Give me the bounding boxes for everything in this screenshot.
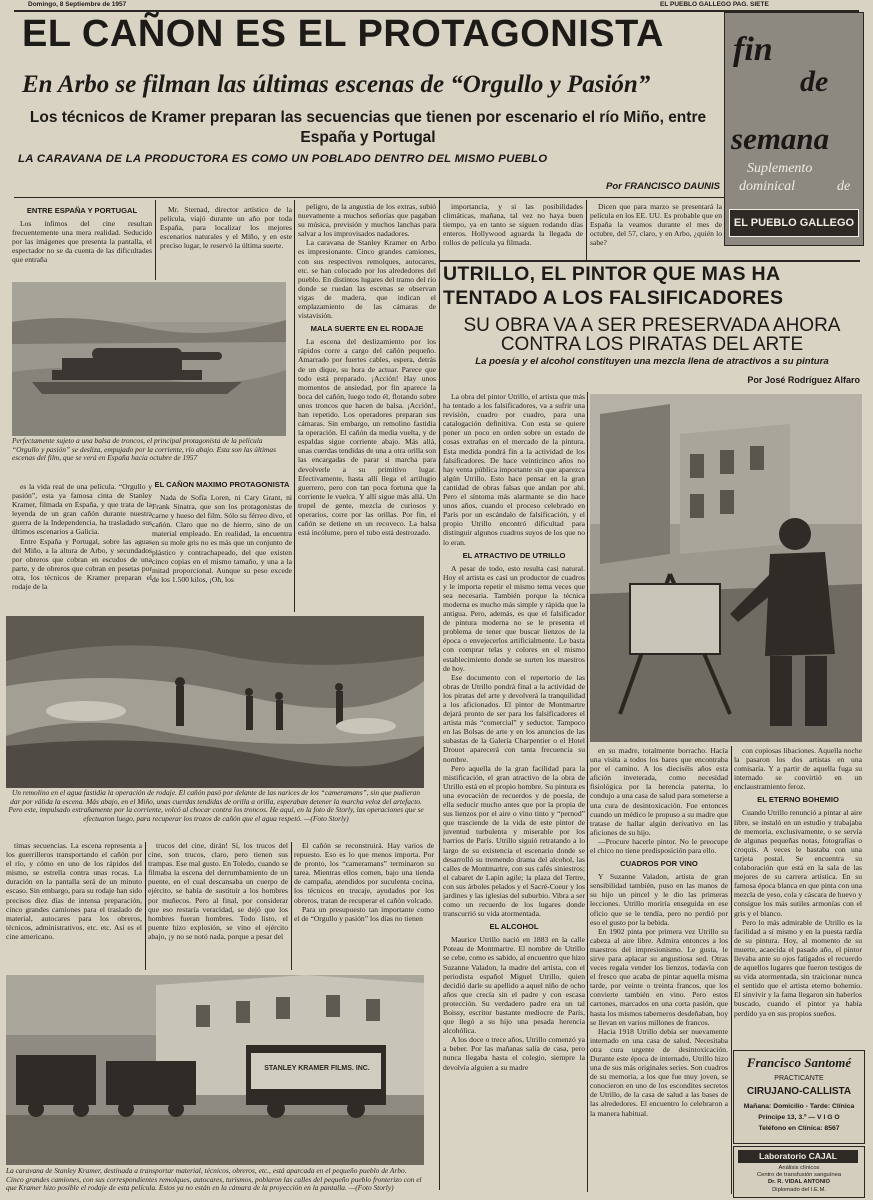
rule-v6 (291, 842, 292, 970)
utrillo-col1-text-e: Maurice Utrillo nació en 1883 en la calle Poteau de Montmartre. El nombre de Utrillo se cebe, como es sabido, al encuentro que hizo Suzanne Valadon, la madre del artista, con el periodista español Miguel Utrillo, quien decidió darle su apellido a aquel niño de ocho años que crecía sin el padre y con escasa protección. Su verdadero padre era un tal Boissy, escritor bastante mediocre de París, que llegó a su hijo una pesada herencia alcohólica. (443, 935, 585, 1036)
main-col1-lower (12, 482, 152, 612)
ad-santome (733, 1050, 865, 1144)
main-col1-text: Los ínfimos del cine resultan frecuentemente una mera realidad. Seducido por las imágenes que presenta la pantalla, el espectador no se da cuenta de las dificultades que entraña (12, 219, 152, 265)
utrillo-col3 (734, 746, 862, 1048)
masthead-subtitle-1: Suplemento (747, 161, 813, 176)
main-col2-text2: Nada de Sofía Loren, ni Cary Grant, ni Frank Sinatra, que son los protagonistas de carne y hueso del film. Sólo su férreo divo, el cañón. Claro que no de hierro, sino de un material empleado. En realidad, la encuentra en su mole gris no es más que un conjunto de plástico y contrachapeado, del que existen cinco copias en el mismo tamaño, y una a la mitad proporcional. Aunque su peso excede de los 1.500 kilos, ¡Oh, los (152, 493, 292, 584)
masthead-title-1: fin (733, 31, 773, 68)
utrillo-deck: SU OBRA VA A SER PRESERVADA AHORA CONTRA LOS PIRATAS DEL ARTE (463, 315, 841, 355)
photo-cannon-raft-image (12, 282, 286, 436)
kicker: LA CARAVANA DE LA PRODUCTORA ES COMO UN POBLADO DENTRO DEL MISMO PUEBLO (18, 153, 548, 165)
lower-col3-text2: Para un presupuesto tan importante como el de “Orgullo y pasión” los días no tienen (294, 904, 434, 923)
utrillo-col3-text-b: Cuando Utrillo renunció a pintar al aire libre, se instaló en un estudio y trabajaba de memoria, exclusivamente, o se servía de algunas pequeñas notas, fotografías o croquis. A veces le bastaba con una tarjeta postal. Se encuentra su colaboración que está en la sala de las mejores de su carrera artística. En su famosa época blanca en que pinta con una mezcla de yeso, cola y cáscara de huevo y consigue los más sutiles armonías con el gris y el blanco. (734, 808, 862, 918)
utrillo-byline: Por José Rodríguez Alfaro (747, 375, 860, 385)
masthead-title-2: de (800, 65, 829, 98)
headline-rule (14, 197, 724, 198)
caption-3: La caravana de Stanley Kramer, destinada a transportar material, técnicos, obreros, etc., está aparcada en el pequeño pueblo de Arbo. Cinco grandes camiones, con sus correspondientes remolques, autocares, turismos, poblaron las calles del pequeño pueblo fronterizo con el que Kramer hizo posible el rodaje de esta película. Estos ya no están en la cámara de la proyección en la pantalla. —(Foto Storly) (6, 1167, 422, 1193)
photo-caravan (6, 975, 424, 1165)
ad-santome-title: CIRUJANO-CALLISTA (746, 1086, 852, 1097)
rule-v2 (294, 200, 295, 612)
main-col2-text: Mr. Sternad, director artístico de la película, viajó durante un año por toda España, para localizar los mejores escenarios naturales y el Miño, y en este preciso lugar, le reservó la última suerte. (160, 205, 292, 251)
caption-1: Perfectamente sujeto a una balsa de troncos, el principal protagonista de la película “Orgullo y pasión” se desliza, empujado por la corriente, río abajo. Esta son las últimas escenas del film, que se verá en España hacia octubre de 1957 (12, 437, 276, 463)
byline: Por FRANCISCO DAUNIS (605, 181, 720, 192)
main-col2-lower (152, 476, 292, 612)
lower-col1 (6, 841, 142, 971)
main-col3-head: MALA SUERTE EN EL RODAJE (310, 324, 424, 334)
rule-v1 (155, 200, 156, 280)
lower-col2 (148, 841, 288, 971)
deck: Los técnicos de Kramer preparan las secuencias que tienen por escenario el río Miño, entre España y Portugal (29, 109, 707, 146)
utrillo-col2-text-c: Y Suzanne Valadon, artista de gran sensibilidad también, puso en las manos de su hijo un pincel y le dio las primeras lecciones. Utrillo moriría enseguida en ese oficio que se le tendía, pero no perdió por eso el gusto por la bebida. (590, 872, 728, 927)
main-col3-text: peligro, de la angustia de los extras, subió nuevamente a muchos señorías que pagaban su música, previsión y muchos lanchas para salvar a los improvisados nadadores. (298, 202, 436, 239)
main-col4 (443, 202, 583, 258)
ad-cajal-line2: Centro de transfusión sanguínea (756, 1172, 842, 1178)
rule-v8 (731, 746, 732, 1194)
masthead-title-3: semana (731, 121, 830, 156)
masthead-subtitle-3: de (837, 179, 851, 194)
photo-utrillo-painting (590, 394, 862, 742)
utrillo-col1 (443, 392, 585, 1192)
main-col2-top (160, 205, 292, 280)
ad-santome-line1: Mañana: Domicilio - Tarde: Clínica (743, 1103, 855, 1110)
main-title: EL CAÑON ES EL PROTAGONISTA (22, 13, 664, 55)
utrillo-col2-text-b: —Procure hacerle pintor. No le preocupe el chico no tiene predisposición para ello. (590, 836, 728, 856)
utrillo-head4: EL ETERNO BOHEMIO (757, 795, 839, 805)
main-col3-text2: La caravana de Stanley Kramer en Arbo es impresionante. Cinco grandes camiones, con sus respectivos remolques, autocares, etc. se han colocado por los alrededores del pueblo. En distintos lugares del tramo del río donde se ruedan las escenas se observan vigas de madera, que indican el emplazamiento de las cámaras de vistavisión. (298, 238, 436, 321)
main-col2-head: EL CAÑON MAXIMO PROTAGONISTA (154, 480, 290, 489)
caption-2: Un remolino en el agua fastidia la operación de rodaje. El cañón pasó por delante de las narices de los “cameramans”, sin que pudieran dar por válida la escena. Más abajo, en el Miño, unas cuerdas tendidas de orilla a orilla, esperaban detener la marcha veloz del artefacto. Pero este, impulsado extrañamente por la corriente, volcó al chocar contra los troncos. He aquí, en la foto de Storly, las operaciones que se efectuaron luego, para recuperar los trozos de cañón que el agua respetó. —(Foto Storly) (8, 789, 424, 823)
masthead-paper: EL PUEBLO GALLEGO (729, 209, 859, 237)
utrillo-col1-text-b: A pesar de todo, esto resulta casi natural. Hoy el artista es casi un productor de cuadros y le importa repetir el mismo tema veces que sea necesaria. También porque la técnica moderna es mucho más simple y rápida que la antigua. Pero, además, es que el falsificador de pintura moderna no se le presenta el problema de tener que buscar lienzos de la época o envejecerlos artificialmente. Le basta con comprar telas y colores en el mismo establecimiento donde se surten los maestros de hoy. (443, 563, 585, 673)
header-date: Domingo, 8 Septiembre de 1957 (28, 1, 127, 8)
utrillo-head3: CUADROS POR VINO (620, 859, 698, 869)
photo-cannon-raft (12, 282, 286, 436)
ad-cajal (733, 1146, 865, 1198)
lower-col3 (294, 841, 434, 971)
ad-santome-line2: Príncipe 13, 3.º — V I G O (758, 1114, 840, 1121)
utrillo-col2-text-d: En 1902 pinta por primera vez Utrillo su cabeza al aire libre. Admira entonces a los maestros del impresionismo. Le gusta, le sirve para aplacar su angustiosa sed. Otras veces regala vender los lienzos, todavía con el fresco que acaba de pintar aquella misma tarde, por veinte o treinta francos, que los convierte también en vino. Pero estos cartones, marcados en una corta pasión, que hasta los mismos taberneros desdeñaban, hoy se llevan en varios millones de francos. (590, 926, 728, 1027)
rule-v3 (439, 200, 440, 1190)
ad-santome-role: PRACTICANTE (774, 1075, 824, 1082)
lower-col1-text: tímas secuencias. La escena representa a los guerrilleros transportando el cañón por el río, y cómo en uno de los rápidos del mismo, se estrella contra unas rocas. La duración en la pantalla será de un minuto escaso. Sin embargo, para su rodaje han sido precisos diez días de intensa preparación, cinco grandes camiones para el traslado de material, autocares para los obreros, técnicos, administrativos, etc. etc. Así es el cine americano. (6, 841, 142, 941)
main-col1-text2: es la vida real de una película. “Orgullo y pasión”, esta ya famosa cinta de Stanley Kramer, filmada en España, y que trata de la leyenda de un gran cañón durante nuestra guerra de la Independencia, ha trasladado sus últimos escenarios a Galicia. (12, 482, 152, 537)
rule-v7 (587, 392, 588, 1192)
main-col4-text: importancia, y si las posibilidades climáticas, mañana, tal vez no haya buen tiempo, ya en tanto se siguen rodando días enteros. Hollywood aguarda la llegada de rollos de película ya filmada. (443, 202, 583, 248)
ad-cajal-name: Laboratorio CAJAL (738, 1150, 858, 1163)
utrillo-head2: EL ALCOHOL (489, 922, 539, 932)
utrillo-col3-text: con copiosas libaciones. Aquella noche la pasaron los dos artistas en una comisaría. Y a partir de aquella fuga su internado se convirtió en un enclaustramiento feroz. (734, 746, 862, 792)
utrillo-col3-text-c: Pero lo más admirable de Utrillo es la facilidad a sí mismo y en la puesta tardía de su pintura. Hoy, al momento de su muerte, acaecida el pasado año, el pintor llevaba ante su ojos fatigados el recuerdo de aquellos lugares que fueron testigos de su vida atormentada, sin traicionar nunca el sentido que el artista eterno bohemio. El sinvivir y la fama llegaron sin haberlos buscado, cuando el pintor ya había perdido ya en sus propios sueños. (734, 917, 862, 1018)
header-page: EL PUEBLO GALLEGO PAG. SIETE (660, 1, 769, 8)
ad-cajal-line4: Diplomado del I.E.M. (772, 1187, 826, 1193)
ad-santome-name: Francisco Santomé (746, 1055, 852, 1070)
utrillo-col1-text-d: Pero aquella de la gran facilidad para la mistificación, el gran atractivo de la obra de Utrillo está en el propio hombre. Su pintura es una evocación de recuerdos y de poesía, de ella seducir mucho antes que por la propia de sus lienzos por el aire o vino tinto y “pernod” que trasciende de la vida de este pintor de juventud turbulenta y miserable por los barrios de París. Utrillo siguió retratando a lo largo de su existencia el escenario donde se desarrolló su tremendo drama del alcohol, las calles de Montmartre, con sus cafés siniestros; el cabaret de Lapin agile; la plaza del Tertre, con sus árboles pelados y el Sacré-Coeur y los jardines y las iglesias del suburbio. Vibra a ser como un recuerdo de los lugares donde transcurrió su vida atormentada. (443, 763, 585, 919)
masthead-subtitle-2: dominical (739, 179, 795, 194)
main-col3 (298, 202, 436, 612)
photo-utrillo-painting-image (590, 394, 862, 742)
photo-river (6, 616, 424, 788)
ad-cajal-line1: Análisis clínicos (778, 1165, 820, 1171)
utrillo-title: UTRILLO, EL PINTOR QUE MAS HA TENTADO A LOS FALSIFICADORES (443, 263, 784, 309)
rule-v4 (586, 200, 587, 260)
utrillo-col2-text-e: Hacia 1918 Utrillo debía ser nuevamente internado en una casa de salud. Necesitaba otra cura urgente de desintoxicación. Durante este época de internado, Utrillo hizo una de sus más originales series. Son cuadros de su memoria, a los que fue muy joven, se conocieron en uno de los escondites secretos de Utrillo, de la casa de salud a las bases de las alrededores. El encuentro lo celebraron a la manera habitual. (590, 1026, 728, 1118)
utrillo-col2-text: en su madre, totalmente borracho. Hacía una visita a todos los bares que encontraba por el camino. A los dieciséis años esta afición inveterada, como necesidad fisiológica por la herencia paterna, lo condujo a una casa de salud para someterse a una cura de desintoxicación. Fue entonces cuando un médico le propuso a su madre que tratase de hallar algún derivativo en las aficiones de su hijo. (590, 746, 728, 837)
main-col1-top (12, 202, 152, 280)
ad-cajal-line3: Dr. R. VIDAL ANTONIO (767, 1179, 831, 1185)
utrillo-col1-text: La obra del pintor Utrillo, el artista que más ha tentado a los falsificadores, va a sufrir una revisión, cuadro por cuadro, para una catalogación definitiva. Con esta se quiere poner un poco en orden sobre un estado de cosas extrañas en el mercado de la pintura. Esta medida pondrá fin a la actividad de los falsificadores. De hace veinticinco años no hay venta pública importante sin que aparezca algún Utrillo. Esto hace pensar en la gran cantidad de obras falsas que andan por ahí. Pero el síntoma más alarmante se dio hace unos años, cuando el proceso celebrado en París por un escándalo de falsificación, y el propio Utrillo encontró dificultad para distinguir algunos cuadros suyos de los que no lo eran. (443, 392, 585, 547)
utrillo-col1-text-c: Ese documento con el repertorio de las obras de Utrillo pondrá final a la actividad de los piratas del arte y devolverá la tranquilidad a los aficionados. El pintor de Montmartre dejará pronto de ser para los falsificadores el artista más “comercial” y seductor. Tampoco en las Bolsas de arte y en los anuncios de las subastas de la Galería Charpentier o el Hotel Drouot aparecerá con tanta frecuencia su nombre. (443, 672, 585, 764)
photo-river-image (6, 616, 424, 788)
rule-v5 (145, 842, 146, 970)
utrillo-col2 (590, 746, 728, 1194)
main-col1-text3: Entre España y Portugal, sobre las aguas del Miño, a la altura de Arbo, y secundados por obreros que cobran en escudos de una parte, y de obreros que cobran en pesetas por otra, los técnicos de Kramer preparan el rodaje de la (12, 536, 152, 592)
utrillo-head1: EL ATRACTIVO DE UTRILLO (462, 550, 566, 560)
main-col5-text: Dicen que para marzo se presentará la película en los EE. UU. Es probable que en España la veamos durante el mes de octubre, del 57, claro, y en Arbo, ¿quién lo sabe? (590, 202, 722, 248)
subhead: En Arbo se filman las últimas escenas de “Orgullo y Pasión” (22, 71, 651, 98)
truck-sign: STANLEY KRAMER FILMS. INC. (264, 1065, 370, 1072)
utrillo-col1-text-f: A los doce o trece años, Utrillo comenzó ya a beber. Por las mañanas salía de casa, pero nunca llegaba hasta el colegio, siempre la devolvía alguien a su madre (443, 1035, 585, 1072)
main-col5 (590, 202, 722, 258)
main-col3-text3: La escena del deslizamiento por los rápidos corre a cargo del cañón pequeño. Amarrado por fuertes cables, espera, detrás de un dique, su hora de actuar. Parece que todo está preparado. ¡Acción! Hay unos momentos de ansiedad, por fin aparece la boca del cañón, luego todo él, flotando sobre unos troncos que hacen de balsa. ¡Acción!, han repetido. Los operadores preparan sus cámaras. Sin embargo, un remolino fastidia la operación. El cañón da media vuelta, y de espaldas sigue corriente abajo. Más allá, unas cuerdas tendidas de una a otra orilla son las encargadas de parar si marcha para devolverle a su primitivo lugar. Efectivamente, hasta allí llega el artilugio guerrero, pero con tan poca fortuna que la corriente le vuelca. Y allí sigue más allá. Un tropel de gente, mezcla de curiosos y operarios, corre por las orillas. Por fin, el cañón se detiene en un recoveco. La balsa está incólume, pero el tubo está destrozado. (298, 337, 436, 538)
lower-col3-text: El cañón se reconstruirá. Hay varios de repuesto. Eso es lo que menos importa. Por de pronto, los “cameramans” terminaron su tarea. Mientras ellos comen, bajo una tienda de campaña, atendidos por suculenta cocina, los técnicos en trucaje, ayudados por los obreros, tratan de recuperar el cañón volcado. (294, 841, 434, 905)
ad-santome-line3: Teléfono en Clínica: 8567 (758, 1125, 840, 1132)
main-col1-head: ENTRE ESPAÑA Y PORTUGAL (26, 206, 138, 215)
masthead-box (724, 12, 864, 246)
utrillo-kicker: La poesía y el alcohol constituyen una mezcla llena de atractivos a su pintura (475, 356, 829, 367)
lower-col2-text: trucos del cine, dirán! Sí, los trucos del cine, son trucos, claro, pero tienen sus trampas. Ese mal gusto. En Toledo, cuando se filmaba la escena del derrumbamiento de un puente, en el cual descansaba un cuerpo de ejército, se había de sustituir a los hombres por muñecos. Pero al final, por considerar que eso restaría veracidad, se dejó que los hombres fueran hombres. Todo listo, el puente hizo explosión, se vino el ejército abajo, ¡y no se notó nada, porque a pesar del (148, 841, 288, 941)
